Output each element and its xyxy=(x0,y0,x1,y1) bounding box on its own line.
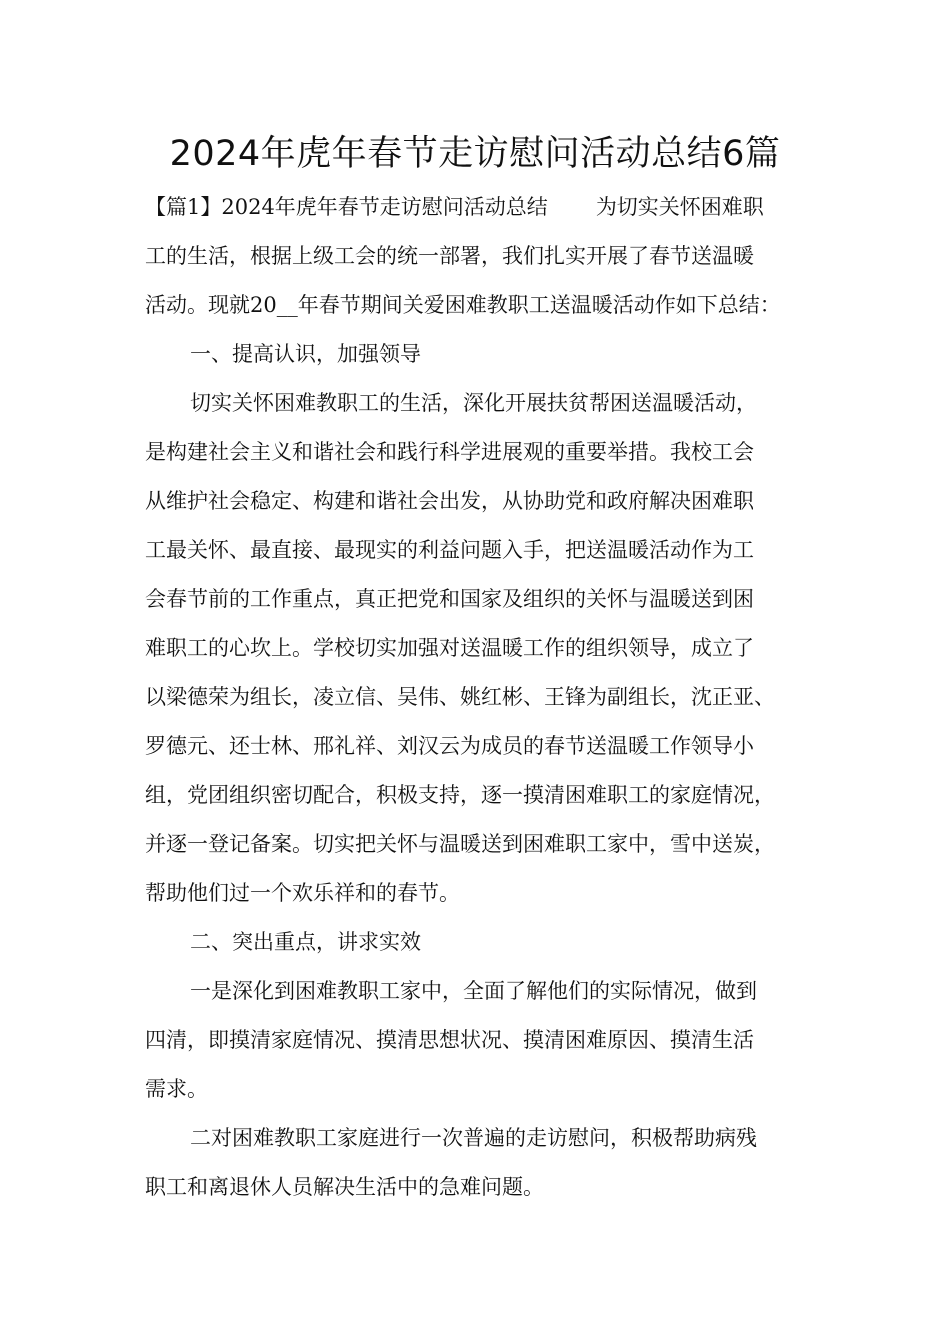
section-2-para-1-line: 四清，即摸清家庭情况、摸清思想状况、摸清困难原因、摸清生活 xyxy=(145,1028,754,1052)
section-1-para-line: 罗德元、还士林、邢礼祥、刘汉云为成员的春节送温暖工作领导小 xyxy=(145,734,754,758)
section-2-para-1-line: 一是深化到困难教职工家中，全面了解他们的实际情况，做到 xyxy=(190,979,757,1003)
intro-line-3: 活动。现就20__年春节期间关爱困难教职工送温暖活动作如下总结： xyxy=(145,293,781,317)
section-1-para-line: 会春节前的工作重点，真正把党和国家及组织的关怀与温暖送到困 xyxy=(145,587,754,611)
intro-prefix: 【篇1】2024年虎年春节走访慰问活动总结 xyxy=(145,195,548,219)
section-2-para-2-line: 职工和离退休人员解决生活中的急难问题。 xyxy=(145,1175,544,1199)
section-1-para-line: 切实关怀困难教职工的生活，深化开展扶贫帮困送温暖活动， xyxy=(190,391,757,415)
section-1-para-line: 帮助他们过一个欢乐祥和的春节。 xyxy=(145,881,460,905)
section-2-heading: 二、突出重点，讲求实效 xyxy=(190,930,421,954)
section-1-para-line: 组，党团组织密切配合，积极支持，逐一摸清困难职工的家庭情况， xyxy=(145,783,775,807)
intro-line-1 xyxy=(145,183,835,232)
section-1-heading: 一、提高认识，加强领导 xyxy=(190,342,421,366)
section-2-para-1-line: 需求。 xyxy=(145,1077,208,1101)
intro-line-2: 工的生活，根据上级工会的统一部署，我们扎实开展了春节送温暖 xyxy=(145,244,754,268)
document-body xyxy=(145,183,835,1212)
section-1-para-line: 是构建社会主义和谐社会和践行科学进展观的重要举措。我校工会 xyxy=(145,440,754,464)
document-title: 2024年虎年春节走访慰问活动总结6篇 xyxy=(169,134,781,174)
section-1-para-line: 并逐一登记备案。切实把关怀与温暖送到困难职工家中，雪中送炭， xyxy=(145,832,775,856)
section-1-para-line: 工最关怀、最直接、最现实的利益问题入手，把送温暖活动作为工 xyxy=(145,538,754,562)
section-2-para-2-line: 二对困难教职工家庭进行一次普遍的走访慰问，积极帮助病残 xyxy=(190,1126,757,1150)
section-1-para-line: 难职工的心坎上。学校切实加强对送温暖工作的组织领导，成立了 xyxy=(145,636,754,660)
section-1-para-line: 以梁德荣为组长，凌立信、吴伟、姚红彬、王锋为副组长，沈正亚、 xyxy=(145,685,775,709)
intro-line-1-tail: 为切实关怀困难职 xyxy=(595,195,764,219)
section-1-para-line: 从维护社会稳定、构建和谐社会出发，从协助党和政府解决困难职 xyxy=(145,489,754,513)
